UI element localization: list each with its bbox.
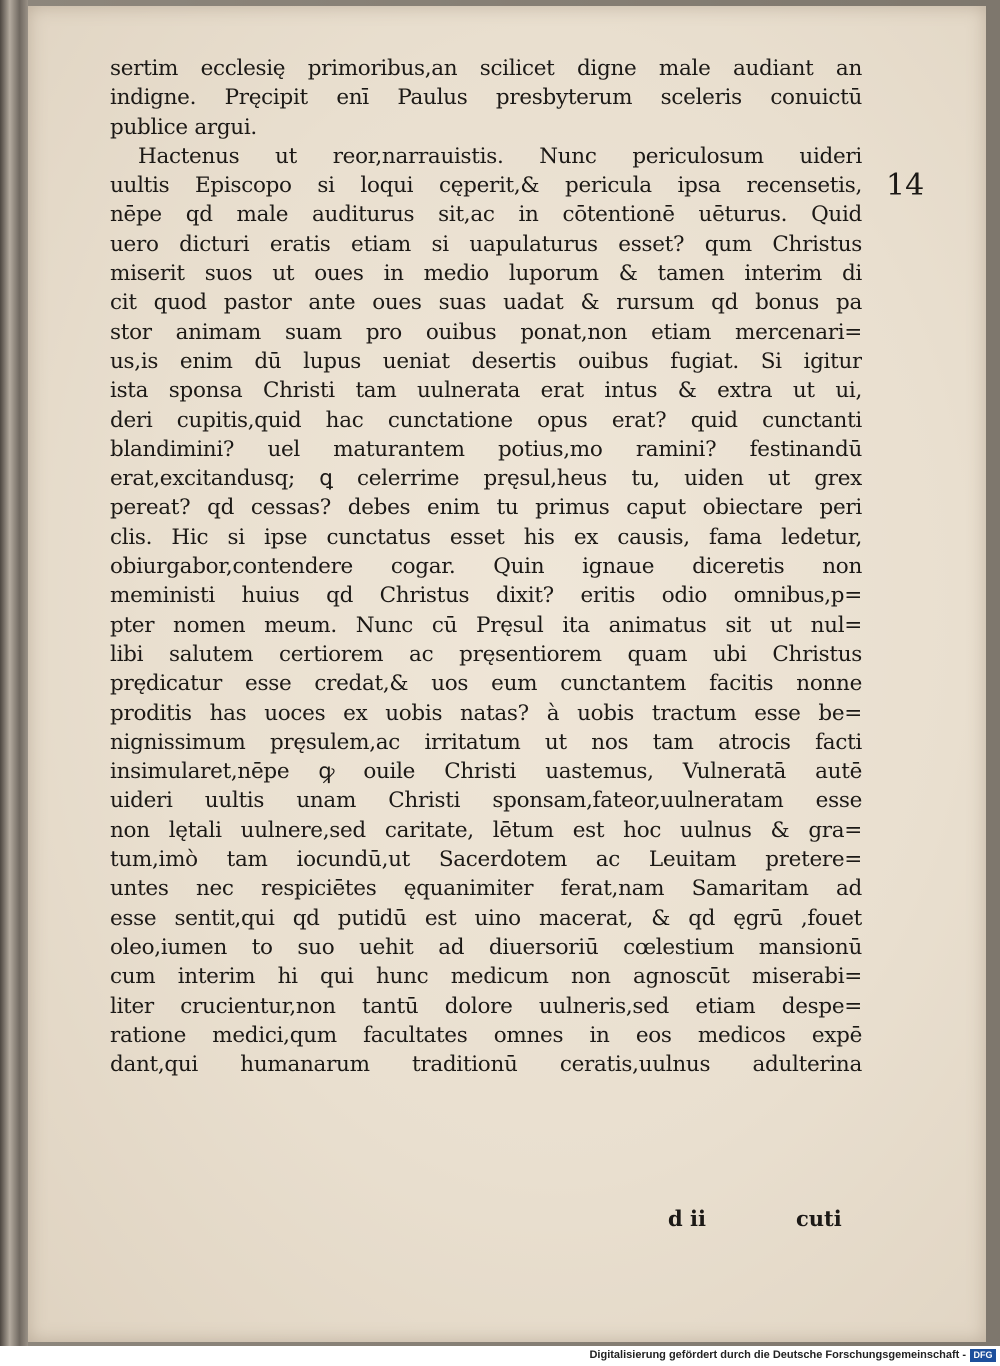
- text-line: meministi huius qd Christus dixit? eritis odio omnibus,p=: [110, 583, 862, 609]
- text-line: tum,imò tam iocundū,ut Sacerdotem ac Leuitam pretere=: [110, 847, 862, 873]
- dfg-logo: DFG: [970, 1349, 996, 1362]
- text-line: pter nomen meum. Nunc cū Pręsul ita animatus sit ut nul=: [110, 612, 862, 638]
- text-line: uideri uultis unam Christi sponsam,fateor,uulneratam esse: [110, 788, 862, 814]
- text-line: proditis has uoces ex uobis natas? à uobis tractum esse be=: [110, 700, 862, 726]
- text-block: [110, 54, 862, 1079]
- text-line: uero dicturi eratis etiam si uapulaturus esset? qum Christus: [110, 231, 862, 257]
- text-line: insimularet,nēpe ꝙ ouile Christi uastemus, Vulneratā autē: [110, 759, 862, 785]
- text-line: libi salutem certiorem ac pręsentiorem quam ubi Christus: [110, 641, 862, 667]
- text-line: miserit suos ut oues in medio luporum & tamen interim di: [110, 261, 862, 287]
- text-line: cit quod pastor ante oues suas uadat & rursum qd bonus pa: [110, 290, 862, 316]
- binding-edge: [0, 0, 28, 1346]
- text-line: us,is enim dū lupus ueniat desertis ouibus fugiat. Si igitur: [110, 348, 862, 374]
- text-line: sertim ecclesię primoribus,an scilicet digne male audiant an: [110, 56, 862, 81]
- text-line: blandimini? uel maturantem potius,mo ramini? festinandū: [110, 436, 862, 462]
- text-line: non lętali uulnere,sed caritate, lētum est hoc uulnus & gra=: [110, 817, 862, 843]
- folio-number: 14: [886, 168, 925, 203]
- book-page: [28, 6, 986, 1342]
- text-line: nēpe qd male auditurus sit,ac in cōtentionē uēturus. Quid: [110, 202, 862, 228]
- footer-credit: Digitalisierung gefördert durch die Deutsche Forschungsgemeinschaft -: [589, 1349, 966, 1361]
- text-line: indigne. Pręcipit enī Paulus presbyterum sceleris conuictū: [110, 85, 862, 111]
- text-line: clis. Hic si ipse cunctatus esset his ex causis, fama ledetur,: [110, 524, 862, 550]
- text-line: liter crucientur,non tantū dolore uulneris,sed etiam despe=: [110, 993, 862, 1019]
- text-line: prędicatur esse credat,& uos eum cunctantem facitis nonne: [110, 671, 862, 697]
- catchword: cuti: [796, 1206, 842, 1231]
- text-line: stor animam suam pro ouibus ponat,non etiam mercenari=: [110, 319, 862, 345]
- text-line: ista sponsa Christi tam uulnerata erat intus & extra ut ui,: [110, 378, 862, 404]
- text-line: obiurgabor,contendere cogar. Quin ignaue diceretis non: [110, 554, 862, 580]
- text-line: erat,excitandusq; ꝗ celerrime pręsul,heus tu, uiden ut grex: [110, 466, 862, 492]
- text-line: dant,qui humanarum traditionū ceratis,uulnus adulterina: [110, 1052, 862, 1078]
- text-line: untes nec respiciētes ęquanimiter ferat,nam Samaritam ad: [110, 876, 862, 902]
- text-line: uultis Episcopo si loqui cęperit,& pericula ipsa recensetis,: [110, 173, 862, 199]
- text-line: publice argui.: [110, 114, 257, 140]
- text-line: esse sentit,qui qd putidū est uino macerat, & qd ęgrū ,fouet: [110, 905, 862, 931]
- text-line: nignissimum pręsulem,ac irritatum ut nos tam atrocis facti: [110, 729, 862, 755]
- text-line: pereat? qd cessas? debes enim tu primus caput obiectare peri: [110, 495, 862, 521]
- text-line: Hactenus ut reor,narrauistis. Nunc periculosum uideri: [138, 143, 862, 169]
- text-line: cum interim hi qui hunc medicum non agnoscūt miserabi=: [110, 964, 862, 990]
- text-line: oleo,iumen to suo uehit ad diuersoriū cœlestium mansionū: [110, 934, 862, 960]
- signature-mark: d ii: [668, 1206, 706, 1231]
- text-line: deri cupitis,quid hac cunctatione opus erat? quid cunctanti: [110, 407, 862, 433]
- text-line: ratione medici,qum facultates omnes in eos medicos expē: [110, 1022, 862, 1048]
- footer-bar: [0, 1346, 1000, 1366]
